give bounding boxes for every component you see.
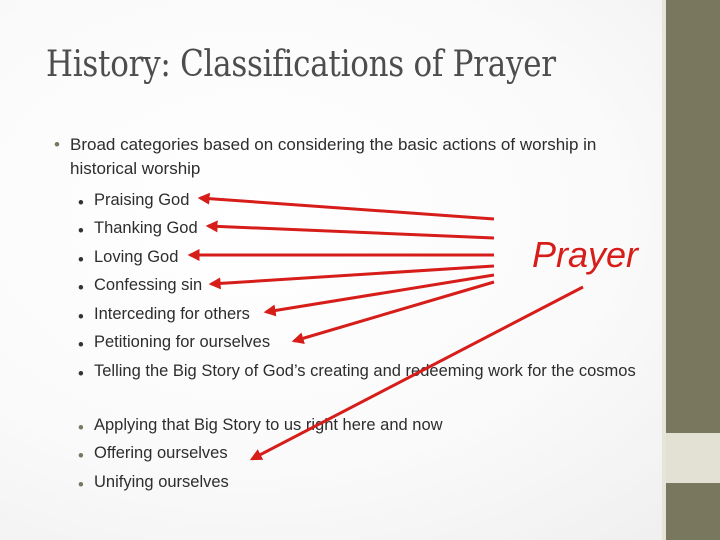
bullet-icon: • — [54, 135, 60, 154]
list-item-text: Unifying ourselves — [94, 473, 229, 491]
list-item-text: Interceding for others — [94, 305, 250, 323]
bullet-icon: • — [78, 419, 84, 437]
bullet-icon: • — [78, 447, 84, 465]
bullet-icon: • — [78, 308, 84, 326]
bullet-icon: • — [78, 251, 84, 269]
list-item-text: Telling the Big Story of God’s creating and redeeming work for the cosmos — [94, 362, 636, 380]
list-item-text: Applying that Big Story to us right here and now — [94, 416, 443, 434]
bullet-icon: • — [78, 222, 84, 240]
bullet-icon: • — [78, 194, 84, 212]
list-item-text: Petitioning for ourselves — [94, 333, 271, 351]
bullet-icon: • — [78, 476, 84, 494]
intro-bullet-text: Broad categories based on considering the basic actions of worship in historical worship — [70, 135, 597, 178]
list-item-text: Praising God — [94, 191, 190, 209]
sidebar-accent — [666, 433, 720, 483]
bullet-icon: • — [78, 279, 84, 297]
bullet-icon: • — [78, 336, 84, 354]
bullet-icon: • — [78, 365, 84, 383]
list-item-text: Loving God — [94, 248, 179, 266]
list-item-text: Confessing sin — [94, 276, 203, 294]
slide-title: History: Classifications of Prayer — [46, 44, 556, 85]
prayer-callout: Prayer — [532, 234, 639, 275]
list-item-text: Offering ourselves — [94, 444, 228, 462]
list-item-text: Thanking God — [94, 219, 198, 237]
